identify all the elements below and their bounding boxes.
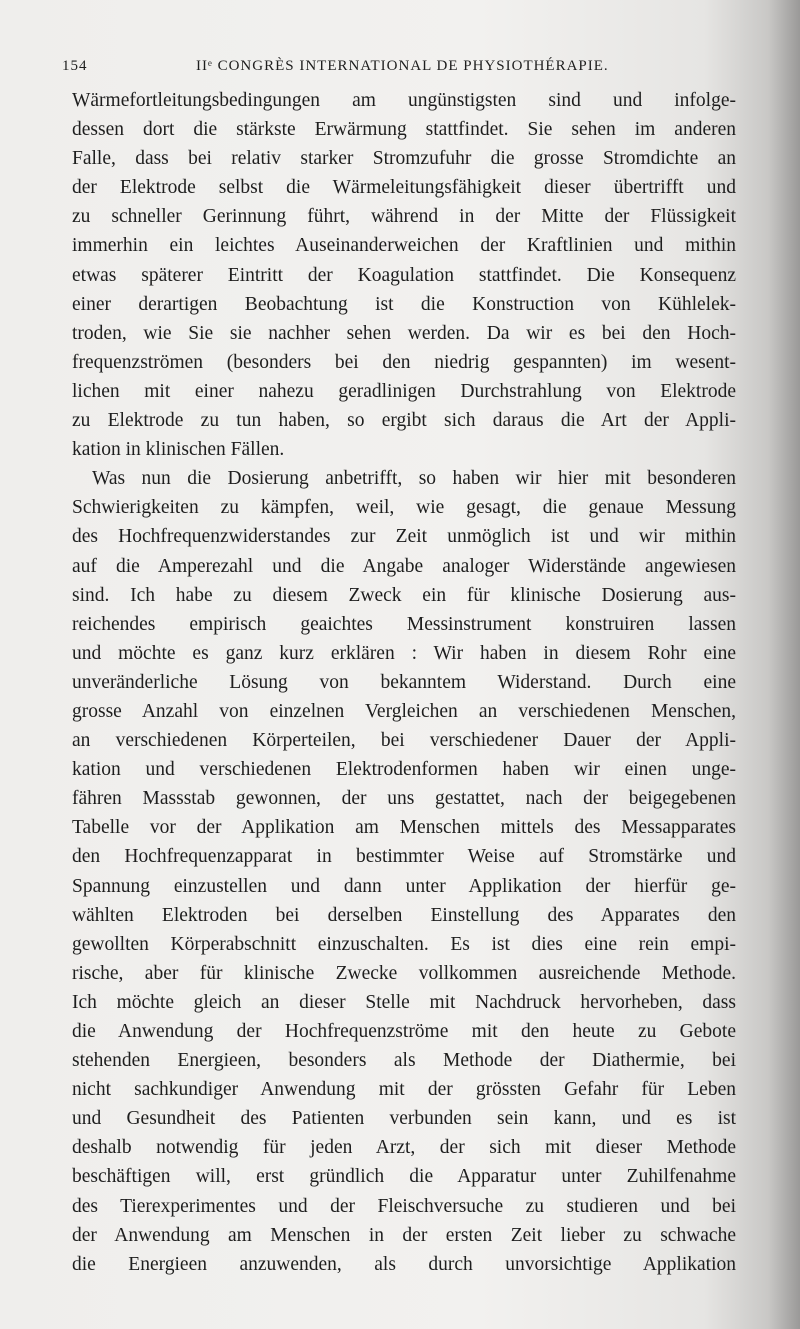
text-line: Schwierigkeiten zu kämpfen, weil, wie gesagt, die genaue Messung [72,497,736,519]
text-line: an verschiedenen Körperteilen, bei verschiedener Dauer der Appli- [72,730,736,752]
text-line: des Tierexperimentes und der Fleischversuche zu studieren und bei [72,1195,736,1217]
text-line: Spannung einzustellen und dann unter Applikation der hierfür ge- [72,875,736,897]
text-line: etwas späterer Eintritt der Koagulation stattfindet. Die Konsequenz [72,264,736,286]
text-line: stehenden Energieen, besonders als Methode der Diathermie, bei [72,1050,736,1072]
text-line: Wärmefortleitungsbedingungen am ungünstigsten sind und infolge- [72,90,736,111]
page-number: 154 [62,58,88,74]
text-line: immerhin ein leichtes Auseinanderweichen der Kraftlinien und mithin [72,235,736,257]
text-line: die Energieen anzuwenden, als durch unvorsichtige Applikation [72,1253,736,1275]
text-line: die Anwendung der Hochfrequenzströme mit den heute zu Gebote [72,1021,736,1042]
text-line: und möchte es ganz kurz erklären : Wir haben in diesem Rohr eine [72,642,736,664]
text-line: einer derartigen Beobachtung ist die Konstruction von Kühlelek- [72,293,736,315]
text-line: deshalb notwendig für jeden Arzt, der sich mit dieser Methode [72,1137,736,1159]
text-line: zu schneller Gerinnung führt, während in der Mitte der Flüssigkeit [72,206,736,228]
text-line: rische, aber für klinische Zwecke vollkommen ausreichende Methode. [72,962,736,984]
text-line: auf die Amperezahl und die Angabe analoger Widerstände angewiesen [72,555,736,577]
text-line: des Hochfrequenzwiderstandes zur Zeit unmöglich ist und wir mithin [72,526,736,548]
text-line: Tabelle vor der Applikation am Menschen mittels des Messapparates [72,817,736,839]
text-line: wählten Elektroden bei derselben Einstellung des Apparates den [72,904,736,926]
text-line: dessen dort die stärkste Erwärmung stattfindet. Sie sehen im anderen [72,119,736,141]
text-line: nicht sachkundiger Anwendung mit der grössten Gefahr für Leben [72,1079,736,1101]
text-line: Was nun die Dosierung anbetrifft, so haben wir hier mit besonderen [92,468,736,490]
text-line: frequenzströmen (besonders bei den niedrig gespannten) im wesent- [72,351,736,373]
text-line: der Elektrode selbst die Wärmeleitungsfähigkeit dieser übertrifft und [72,177,736,199]
text-line: und Gesundheit des Patienten verbunden sein kann, und es ist [72,1108,736,1130]
text-line: fähren Massstab gewonnen, der uns gestattet, nach der beigegebenen [72,788,736,810]
text-line: grosse Anzahl von einzelnen Vergleichen an verschiedenen Menschen, [72,700,736,722]
text-line: Falle, dass bei relativ starker Stromzufuhr die grosse Stromdichte an [72,148,736,170]
body-text [72,86,736,1279]
text-line: Ich möchte gleich an dieser Stelle mit Nachdruck hervorheben, dass [72,991,736,1013]
text-line: kation in klinischen Fällen. [72,439,285,461]
text-line: unveränderliche Lösung von bekanntem Widerstand. Durch eine [72,671,736,693]
running-head-title: IIᵉ CONGRÈS INTERNATIONAL DE PHYSIOTHÉRAPIE. [196,58,609,74]
text-line: sind. Ich habe zu diesem Zweck ein für klinische Dosierung aus- [72,584,736,606]
running-head [62,58,742,82]
text-line: reichendes empirisch geaichtes Messinstrument konstruiren lassen [72,613,736,635]
text-line: zu Elektrode zu tun haben, so ergibt sich daraus die Art der Appli- [72,410,736,432]
text-line: kation und verschiedenen Elektrodenformen haben wir einen unge- [72,759,736,781]
text-line: gewollten Körperabschnitt einzuschalten. Es ist dies eine rein empi- [72,933,736,955]
text-line: beschäftigen will, erst gründlich die Apparatur unter Zuhilfenahme [72,1166,736,1188]
text-line: der Anwendung am Menschen in der ersten Zeit lieber zu schwache [72,1224,736,1246]
text-line: den Hochfrequenzapparat in bestimmter Weise auf Stromstärke und [72,846,736,868]
text-line: lichen mit einer nahezu geradlinigen Durchstrahlung von Elektrode [72,380,736,402]
text-line: troden, wie Sie sie nachher sehen werden. Da wir es bei den Hoch- [72,322,736,344]
